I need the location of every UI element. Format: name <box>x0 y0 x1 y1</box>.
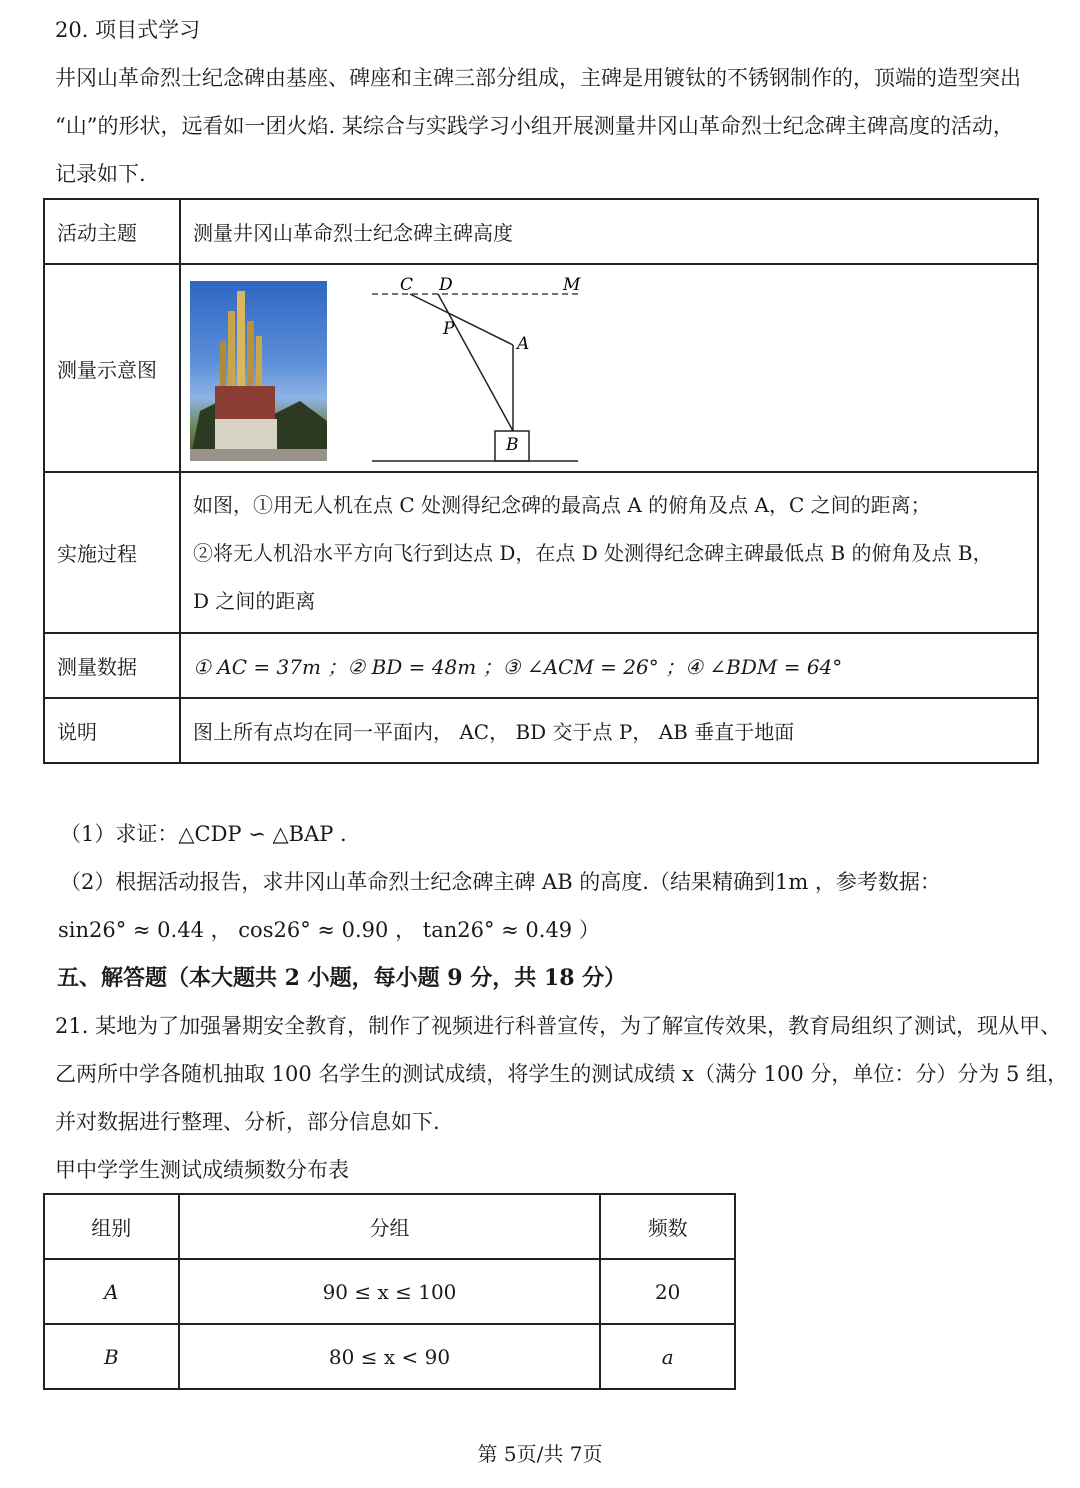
geometry-diagram <box>360 268 600 468</box>
monument-photo <box>190 281 327 461</box>
table-header-row <box>44 1194 735 1259</box>
row-b-frequency: a <box>600 1324 735 1389</box>
row-b-group: B <box>44 1324 179 1389</box>
row-a-frequency: 20 <box>600 1259 735 1324</box>
frequency-table <box>43 1193 736 1390</box>
q20-part2-line1: （2）根据活动报告，求井冈山革命烈士纪念碑主碑 AB 的高度.（结果精确到1m ，参考数据： <box>60 870 941 894</box>
point-p-label: P <box>443 319 455 339</box>
point-m-label: M <box>563 275 581 295</box>
freq-table-caption: 甲中学学生测试成绩频数分布表 <box>55 1158 349 1182</box>
theme-label: 活动主题 <box>44 199 180 264</box>
q21-line-2: 乙两所中学各随机抽取 100 名学生的测试成绩，将学生的测试成绩 x（满分 100 分，单位：分）分为 5 组， <box>55 1062 1069 1086</box>
table-row <box>44 1324 735 1389</box>
section-5-heading: 五、解答题（本大题共 2 小题，每小题 9 分，共 18 分） <box>57 965 627 991</box>
header-range: 分组 <box>179 1194 601 1259</box>
q20-part1: （1）求证：△CDP ∽ △BAP . <box>60 822 347 846</box>
process-line-2: ②将无人机沿水平方向飞行到达点 D，在点 D 处测得纪念碑主碑最低点 B 的俯角及点 B， <box>193 540 993 565</box>
process-cell <box>180 472 1038 633</box>
header-group: 组别 <box>44 1194 179 1259</box>
q21-line-3: 并对数据进行整理、分析，部分信息如下. <box>55 1110 440 1134</box>
q20-part2-line2: sin26° ≈ 0.44 ， cos26° ≈ 0.90 ， tan26° ≈ 0.49 ） <box>58 918 600 942</box>
point-c-label: C <box>400 275 414 295</box>
header-frequency: 频数 <box>600 1194 735 1259</box>
process-label: 实施过程 <box>44 472 180 633</box>
line-db <box>438 294 513 431</box>
q20-intro-line-3: 记录如下. <box>55 162 146 186</box>
q21-line-1: 21. 某地为了加强暑期安全教育，制作了视频进行科普宣传，为了解宣传效果，教育局组织了测试，现从甲、 <box>55 1014 1062 1038</box>
row-b-range: 80 ≤ x < 90 <box>179 1324 601 1389</box>
process-line-3: D 之间的距离 <box>193 588 316 613</box>
data-label: 测量数据 <box>44 633 180 698</box>
theme-value: 测量井冈山革命烈士纪念碑主碑高度 <box>180 199 1038 264</box>
diagram-label: 测量示意图 <box>44 264 180 472</box>
q20-header: 20. 项目式学习 <box>55 18 201 42</box>
page-footer: 第 5页/共 7页 <box>477 1442 603 1466</box>
data-value: ① AC = 37m ；② BD = 48m ；③ ∠ACM = 26° ；④ ∠BDM = 64° <box>180 633 1038 698</box>
point-b-label: B <box>506 435 519 455</box>
process-line-1: 如图，①用无人机在点 C 处测得纪念碑的最高点 A 的俯角及点 A，C 之间的距离； <box>193 492 931 517</box>
row-a-group: A <box>44 1259 179 1324</box>
note-label: 说明 <box>44 698 180 763</box>
point-d-label: D <box>439 275 453 295</box>
point-a-label: A <box>517 334 530 354</box>
q20-intro-line-1: 井冈山革命烈士纪念碑由基座、碑座和主碑三部分组成，主碑是用镀钛的不锈钢制作的，顶端的造型突出 <box>55 66 1021 90</box>
q20-intro-line-2: “山”的形状，远看如一团火焰. 某综合与实践学习小组开展测量井冈山革命烈士纪念碑主碑高度的活动， <box>55 114 1014 138</box>
table-row <box>44 1259 735 1324</box>
note-value: 图上所有点均在同一平面内， AC， BD 交于点 P， AB 垂直于地面 <box>180 698 1038 763</box>
row-a-range: 90 ≤ x ≤ 100 <box>179 1259 601 1324</box>
